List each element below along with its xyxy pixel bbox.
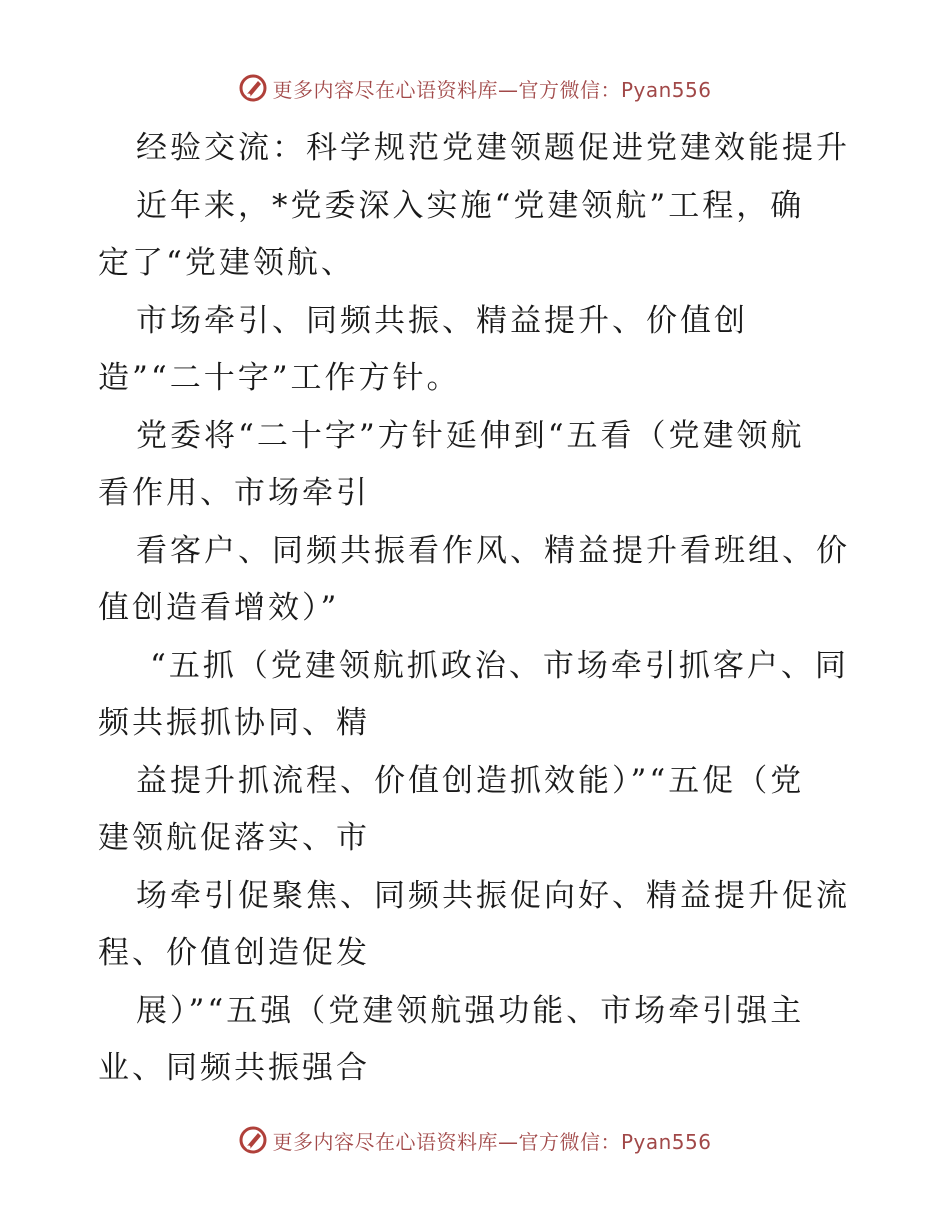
- doc-line: “五抓（党建领航抓政治、市场牵引抓客户、同: [150, 647, 849, 684]
- doc-line: 看客户、同频共振看作风、精益提升看班组、价: [136, 532, 850, 569]
- document-body: [98, 120, 858, 1098]
- doc-line: 党委将“二十字”方针延伸到“五看（党建领航: [136, 417, 805, 454]
- doc-line: 场牵引促聚焦、同频共振促向好、精益提升促流: [136, 877, 850, 914]
- doc-line: 益提升抓流程、价值创造抓效能）”“五促（党: [136, 762, 805, 799]
- doc-line: 频共振抓协同、精: [98, 705, 370, 741]
- doc-line: 造”“二十字”工作方针。: [98, 360, 461, 396]
- doc-line: 程、价值创造促发: [98, 935, 370, 971]
- pen-circle-logo-icon: [238, 1125, 268, 1155]
- watermark-text: 更多内容尽在心语资料库—官方微信：Pyan556: [272, 1129, 712, 1154]
- doc-line: 近年来，*党委深入实施“党建领航”工程，确: [136, 187, 805, 224]
- pen-circle-logo-icon: [238, 73, 268, 103]
- doc-line: 市场牵引、同频共振、精益提升、价值创: [136, 302, 748, 339]
- doc-line: 业、同频共振强合: [98, 1050, 370, 1086]
- doc-line: 展）”“五强（党建领航强功能、市场牵引强主: [136, 992, 805, 1029]
- doc-line: 建领航促落实、市: [98, 820, 370, 856]
- doc-line: 值创造看增效）”: [98, 590, 340, 626]
- doc-title: 经验交流：科学规范党建领题促进党建效能提升: [136, 130, 850, 166]
- doc-line: 定了“党建领航、: [98, 245, 355, 281]
- doc-line: 看作用、市场牵引: [98, 475, 370, 511]
- header-watermark: [0, 73, 950, 103]
- watermark-text: 更多内容尽在心语资料库—官方微信：Pyan556: [272, 77, 712, 102]
- footer-watermark: [0, 1125, 950, 1155]
